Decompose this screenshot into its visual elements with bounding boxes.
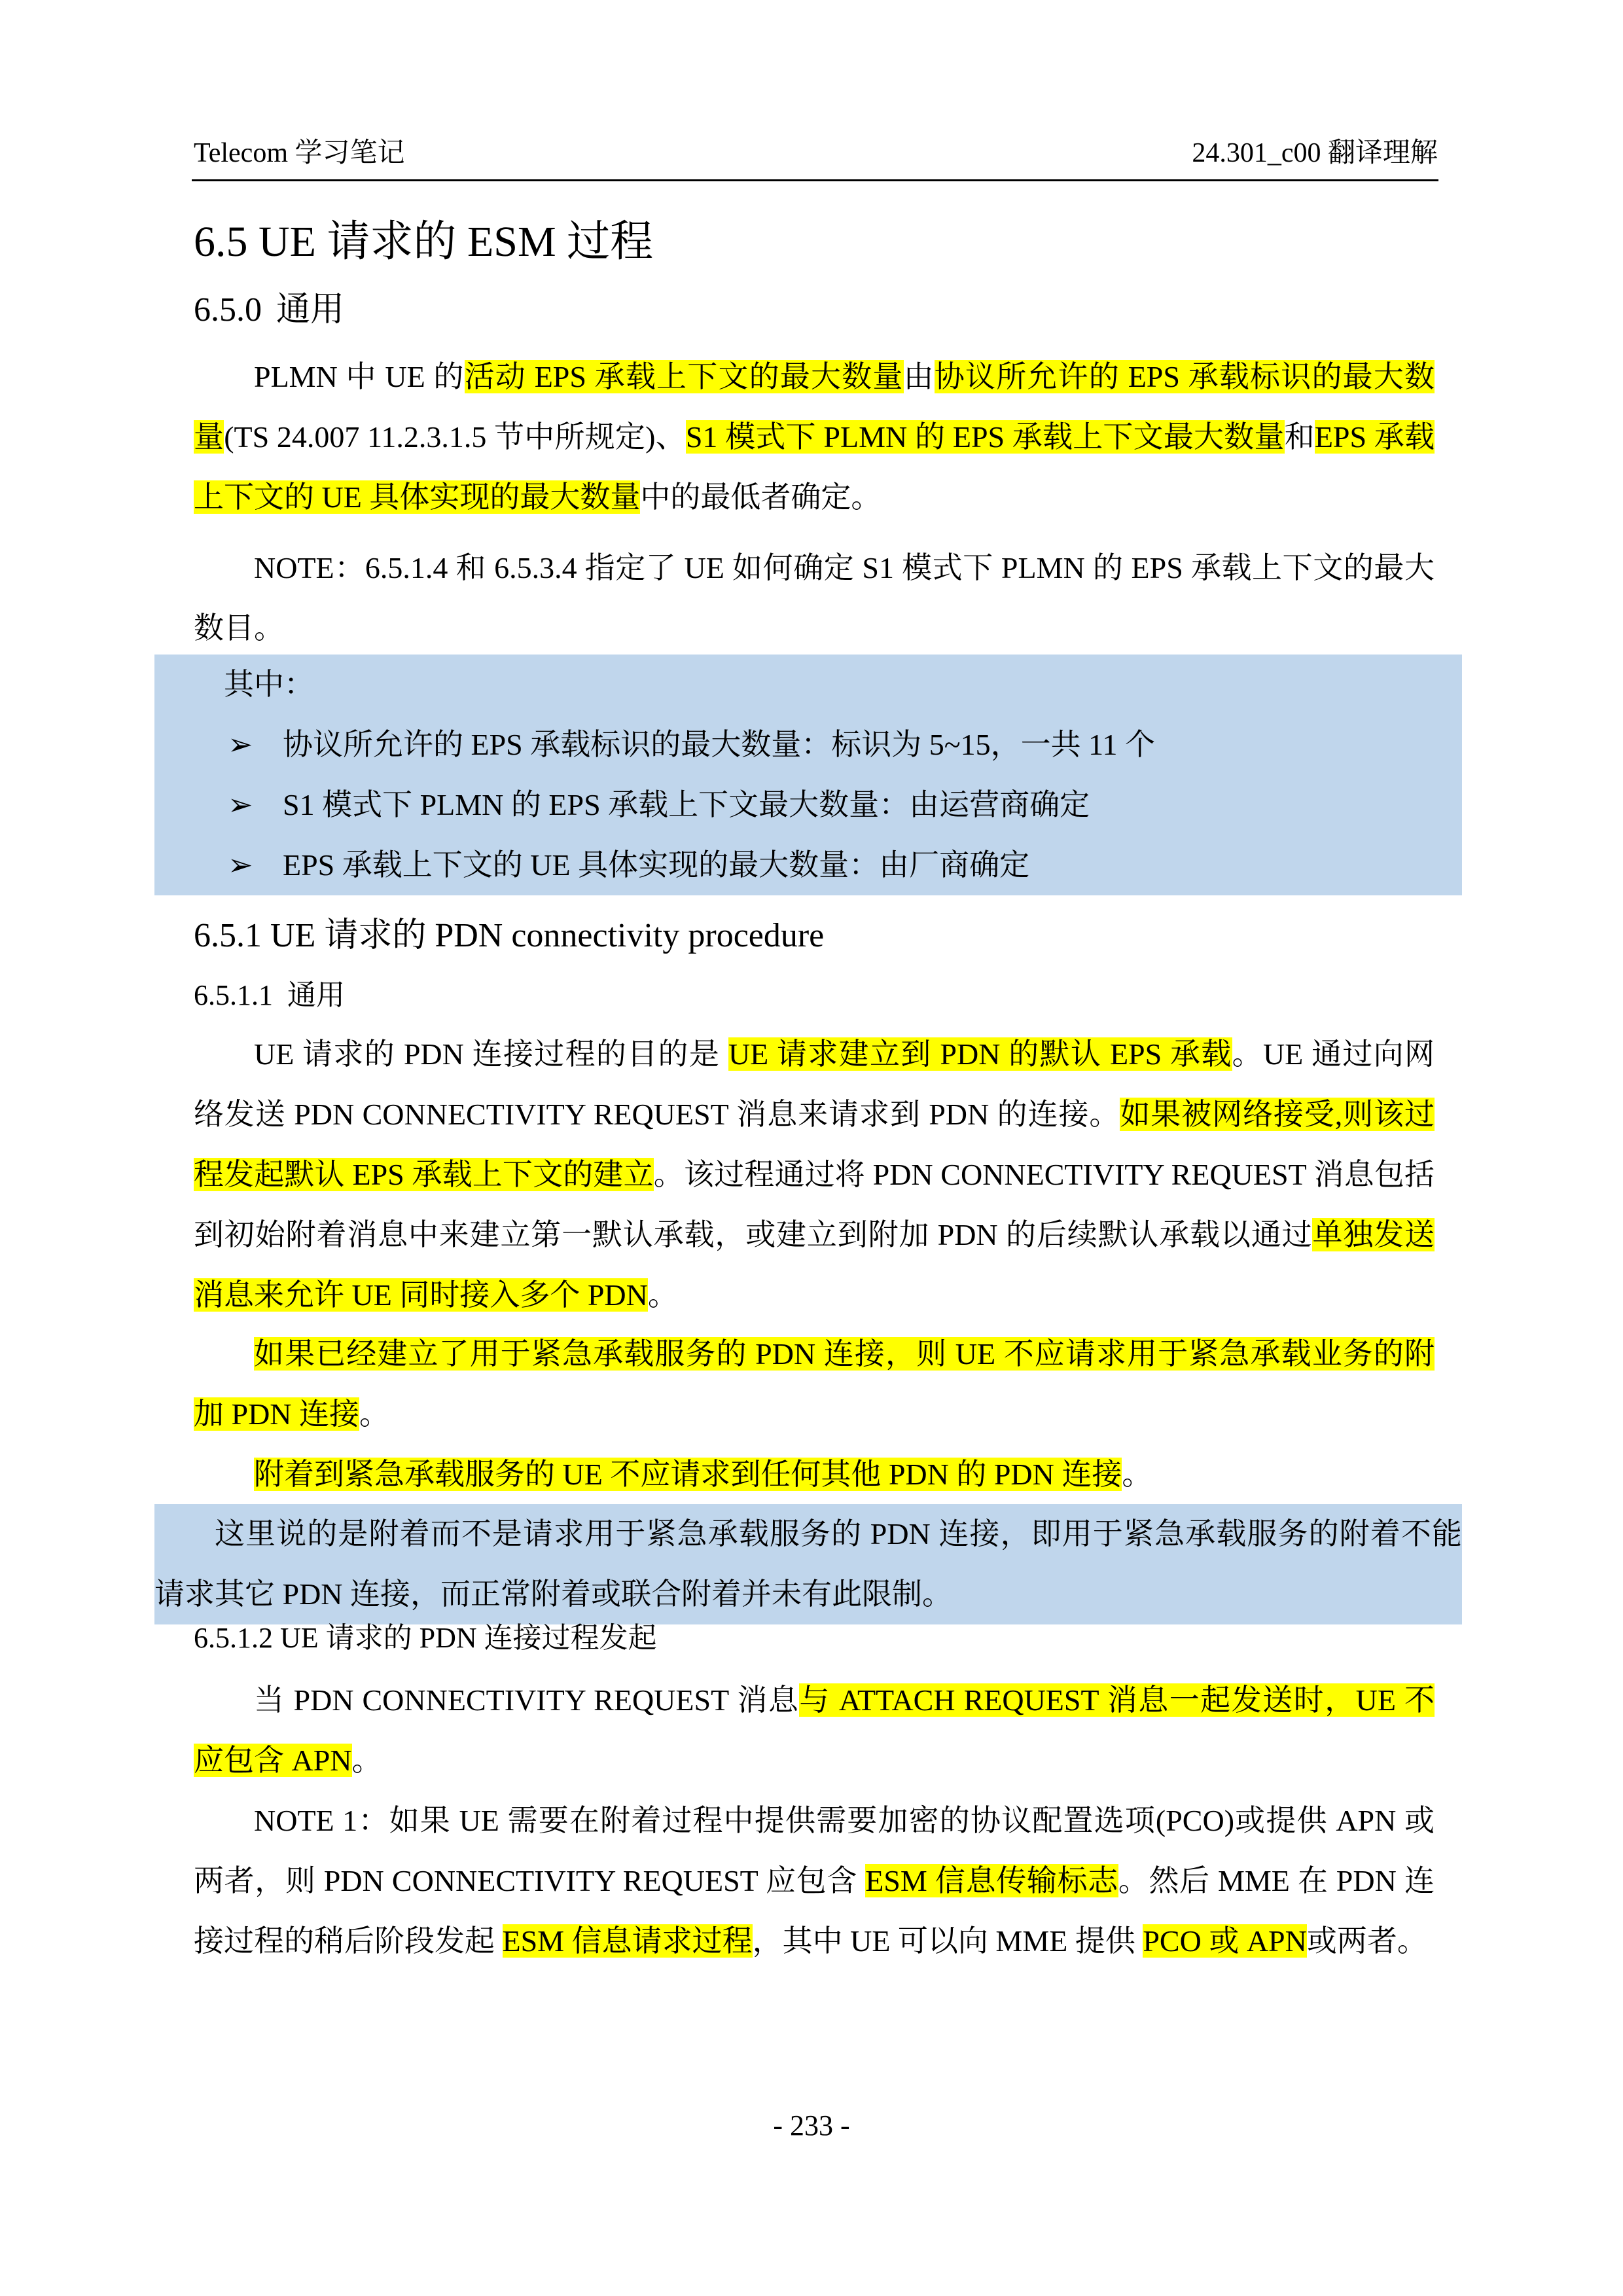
heading-title: 通用 — [276, 291, 345, 329]
heading-number: 6.5.1.1 — [194, 979, 273, 1011]
paragraph-attach: 当 PDN CONNECTIVITY REQUEST 消息与 ATTACH REQUEST 消息一起发送时，UE 不应包含 APN。 — [194, 1683, 1435, 1777]
highlight: 附着到紧急承载服务的 UE 不应请求到任何其他 PDN 的 PDN 连接 — [254, 1458, 1122, 1491]
highlight: S1 模式下 PLMN 的 EPS 承载上下文最大数量 — [685, 420, 1285, 454]
highlight: UE 请求建立到 PDN 的默认 EPS 承载 — [728, 1037, 1232, 1071]
bullet-item: ➢ 协议所允许的 EPS 承载标识的最大数量：标识为 5~15，一共 11 个 — [228, 715, 1155, 775]
heading-number: 6.5.0 — [194, 291, 262, 329]
annotation-box — [154, 1504, 1462, 1624]
highlight: 如果已经建立了用于紧急承载服务的 PDN 连接，则 UE 不应请求用于紧急承载业务的附加 PDN 连接 — [194, 1337, 1435, 1431]
highlight: 协议所允许的 EPS 承载标识的最大数量 — [194, 360, 1435, 454]
heading-title: 通用 — [287, 979, 345, 1011]
annotation-text: 这里说的是附着而不是请求用于紧急承载服务的 PDN 连接，即用于紧急承载服务的附着不能请求其它 PDN 连接，而正常附着或联合附着并未有此限制。 — [154, 1517, 1462, 1611]
heading-6-5: 6.5 UE 请求的 ESM 过程 — [194, 218, 654, 266]
note-1-paragraph: NOTE 1：如果 UE 需要在附着过程中提供需要加密的协议配置选项(PCO)或提供 APN 或两者，则 PDN CONNECTIVITY REQUEST 应包含 ESM 信息传输标志。然后 MME 在 PDN 连接过程的稍后阶段发起 ESM 信息请求过程，其中 UE 可以向 MME 提供 PCO 或 APN或两者。 — [194, 1804, 1435, 1958]
highlight: PCO 或 APN — [1143, 1924, 1307, 1958]
paragraph-max-bearers: PLMN 中 UE 的活动 EPS 承载上下文的最大数量由协议所允许的 EPS 承载标识的最大数量(TS 24.007 11.2.3.1.5 节中所规定)、S1 模式下 PLMN 的 EPS 承载上下文最大数量和EPS 承载上下文的 UE 具体实现的最大数量中的最低者确定。 — [194, 360, 1435, 514]
highlight: 如果被网络接受,则该过程发起默认 EPS 承载上下文的建立 — [194, 1098, 1435, 1191]
header-right: 24.301_c00 翻译理解 — [1192, 138, 1438, 168]
heading-6-5-1: 6.5.1 UE 请求的 PDN connectivity procedure — [194, 917, 825, 954]
box-title: 其中： — [224, 668, 314, 701]
highlight: 与 ATTACH REQUEST 消息一起发送时，UE 不应包含 APN — [194, 1683, 1435, 1777]
highlight: ESM 信息请求过程 — [502, 1924, 753, 1958]
paragraph-pdn-purpose: UE 请求的 PDN 连接过程的目的是 UE 请求建立到 PDN 的默认 EPS 承载。UE 通过向网络发送 PDN CONNECTIVITY REQUEST 消息来请求到 PDN 的连接。如果被网络接受,则该过程发起默认 EPS 承载上下文的建立。该过程通过将 PDN CONNECTIVITY REQUEST 消息包括到初始附着消息中来建立第一默认承载，或建立到附加 PDN 的后续默认承载以通过单独发送消息来允许 UE 同时接入多个 PDN。 — [194, 1037, 1435, 1312]
arrow-bullet-icon: ➢ — [228, 788, 253, 821]
highlight: ESM 信息传输标志 — [865, 1864, 1118, 1897]
heading-6-5-0 — [194, 284, 344, 336]
bullet-item: ➢ EPS 承载上下文的 UE 具体实现的最大数量：由厂商确定 — [228, 835, 1029, 895]
header-left: Telecom 学习笔记 — [194, 138, 405, 168]
paragraph-emergency-1: 如果已经建立了用于紧急承载服务的 PDN 连接，则 UE 不应请求用于紧急承载业务的附加 PDN 连接。 — [194, 1337, 1435, 1431]
arrow-bullet-icon: ➢ — [228, 848, 253, 882]
paragraph-emergency-2: 附着到紧急承载服务的 UE 不应请求到任何其他 PDN 的 PDN 连接。 — [254, 1458, 1152, 1491]
arrow-bullet-icon: ➢ — [228, 728, 253, 761]
page-number: - 233 - — [773, 2109, 850, 2142]
heading-6-5-1-1 — [194, 974, 345, 1017]
bullet-item: ➢ S1 模式下 PLMN 的 EPS 承载上下文最大数量：由运营商确定 — [228, 775, 1090, 835]
header-rule — [192, 179, 1438, 181]
highlight: 活动 EPS 承载上下文的最大数量 — [464, 360, 904, 393]
heading-6-5-1-2: 6.5.1.2 UE 请求的 PDN 连接过程发起 — [194, 1622, 657, 1654]
highlight: EPS 承载上下文的 UE 具体实现的最大数量 — [194, 420, 1435, 514]
annotation-box — [154, 655, 1462, 895]
highlight: 单独发送消息来允许 UE 同时接入多个 PDN — [194, 1218, 1435, 1312]
note-paragraph: NOTE：6.5.1.4 和 6.5.3.4 指定了 UE 如何确定 S1 模式下 PLMN 的 EPS 承载上下文的最大数目。 — [194, 551, 1435, 645]
